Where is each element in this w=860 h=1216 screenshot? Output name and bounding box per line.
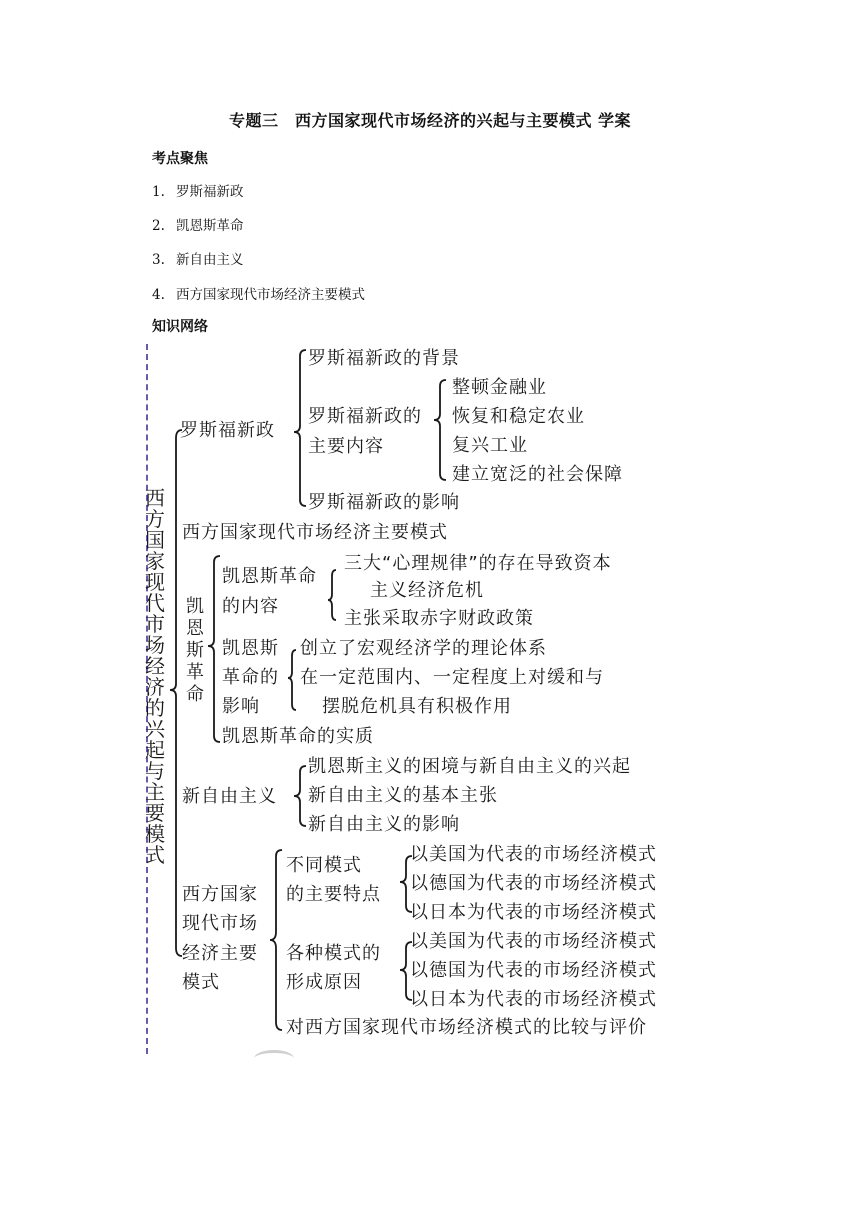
newdeal-background: 罗斯福新政的背景 [308,348,460,369]
models-cause-item: 以美国为代表的市场经济模式 [410,931,657,952]
focus-heading: 考点聚焦 [152,151,208,167]
newdeal-content-item: 恢复和稳定农业 [452,406,585,427]
newdeal-content-item: 复兴工业 [452,435,528,456]
focus-item: 2. 凯恩斯革命 [152,218,244,234]
models-label: 西方国家 [182,884,258,905]
keynes-impact: 创立了宏观经济学的理论体系 [300,638,547,659]
root-label: 西方国家现代市场经济的兴起与主要模式 [145,486,165,867]
neolib-item: 新自由主义的影响 [308,814,460,835]
keynes-impact-label: 影响 [222,696,260,717]
neolib-label: 新自由主义 [182,786,277,807]
keynes-content: 主张采取赤字财政政策 [344,608,534,629]
page-title: 专题三 西方国家现代市场经济的兴起与主要模式 学案 [228,111,632,130]
keynes-content-label: 凯恩斯革命 [222,566,317,587]
keynes-content-label: 的内容 [222,596,279,617]
keynes-impact: 在一定范围内、一定程度上对缓和与 [300,667,604,688]
newdeal-content-label: 主要内容 [308,436,384,457]
models-label: 现代市场 [182,913,258,934]
focus-item: 1. 罗斯福新政 [152,184,244,200]
models-feature-item: 以德国为代表的市场经济模式 [410,873,657,894]
focus-item: 3. 新自由主义 [152,252,244,268]
decorative-arc [254,1050,294,1067]
newdeal-content-item: 整顿金融业 [452,377,547,398]
models-line: 西方国家现代市场经济主要模式 [182,522,448,543]
keynes-impact-label: 凯恩斯 [222,638,279,659]
models-features-label: 不同模式 [286,855,362,876]
neolib-item: 新自由主义的基本主张 [308,785,498,806]
models-feature-item: 以美国为代表的市场经济模式 [410,844,657,865]
network-heading: 知识网络 [152,319,208,335]
focus-item: 4. 西方国家现代市场经济主要模式 [152,287,365,303]
keynes-impact: 摆脱危机具有积极作用 [322,696,512,717]
models-compare: 对西方国家现代市场经济模式的比较与评价 [286,1017,647,1038]
models-label: 经济主要 [182,943,258,964]
models-cause-item: 以日本为代表的市场经济模式 [410,989,657,1010]
models-causes-label: 形成原因 [286,972,362,993]
keynes-content: 三大“心理规律”的存在导致资本 [344,553,612,574]
newdeal-impact: 罗斯福新政的影响 [308,492,460,513]
keynes-content: 主义经济危机 [370,580,484,601]
keynes-label: 凯恩斯革命 [186,596,204,705]
newdeal-content-item: 建立宽泛的社会保障 [452,464,623,485]
keynes-impact-label: 革命的 [222,667,279,688]
models-feature-item: 以日本为代表的市场经济模式 [410,902,657,923]
models-causes-label: 各种模式的 [286,943,381,964]
models-cause-item: 以德国为代表的市场经济模式 [410,960,657,981]
keynes-essence: 凯恩斯革命的实质 [222,726,374,747]
models-label: 模式 [182,972,220,993]
newdeal-label: 罗斯福新政 [180,420,275,441]
neolib-item: 凯恩斯主义的困境与新自由主义的兴起 [308,756,631,777]
models-features-label: 的主要特点 [286,884,381,905]
newdeal-content-label: 罗斯福新政的 [308,406,422,427]
